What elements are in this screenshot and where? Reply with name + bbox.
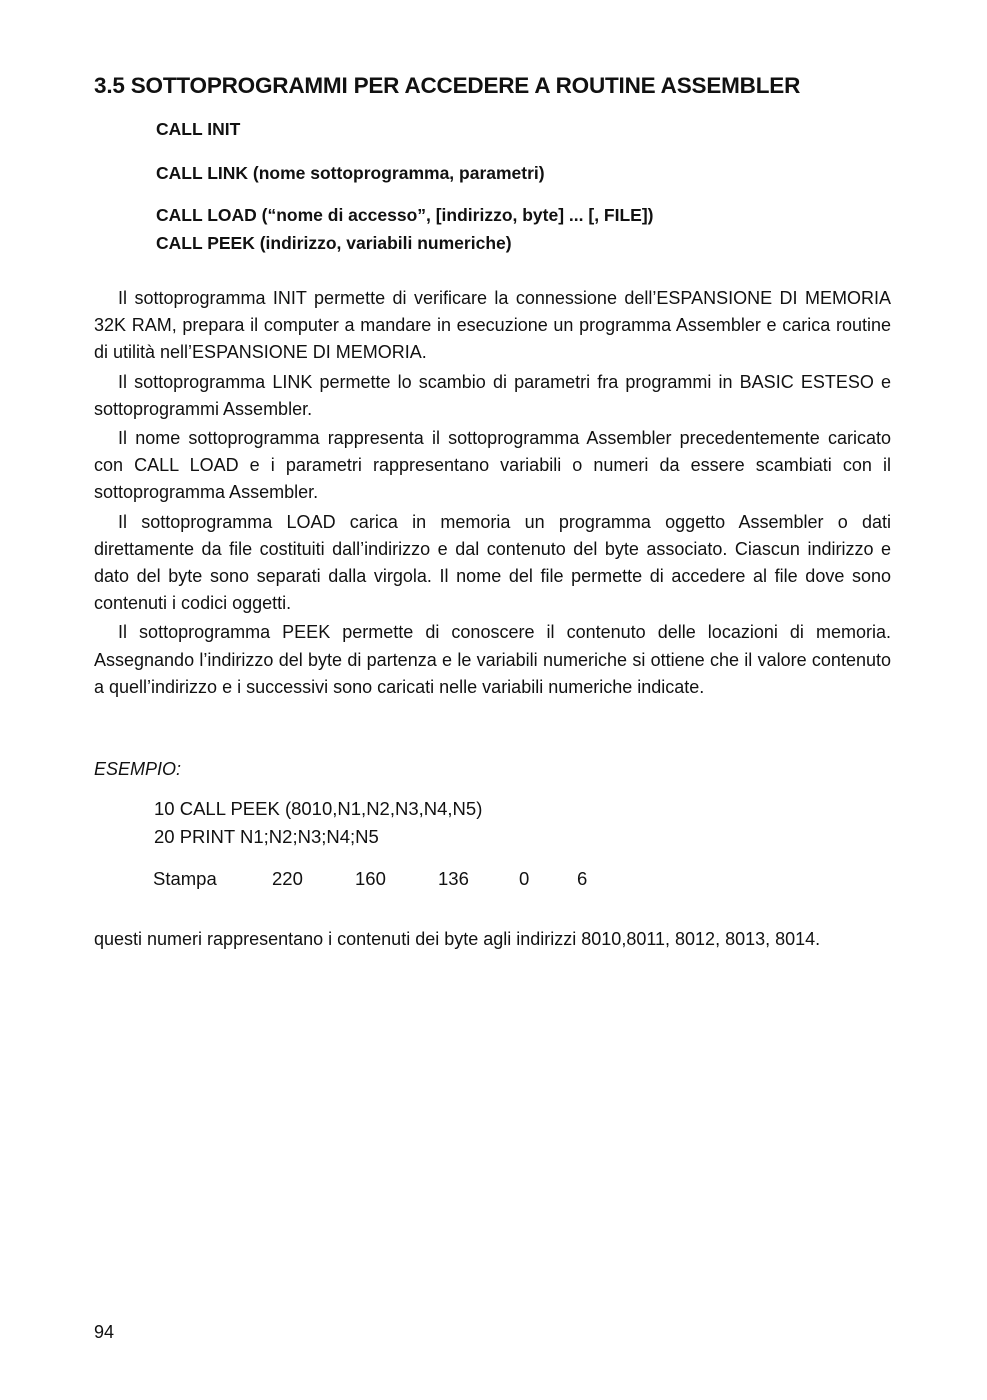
syntax-call-peek: CALL PEEK (indirizzo, variabili numeriche) (156, 233, 512, 253)
example-label: ESEMPIO: (94, 759, 182, 779)
example-output-row (0, 868, 987, 894)
code-line-20: 20 PRINT N1;N2;N3;N4;N5 (154, 826, 379, 847)
syntax-call-load: CALL LOAD (“nome di accesso”, [indirizzo, byte] ... [, FILE]) (156, 205, 654, 225)
section-title: 3.5 SOTTOPROGRAMMI PER ACCEDERE A ROUTINE ASSEMBLER (94, 73, 801, 98)
output-value: 0 (519, 868, 530, 889)
conclusion-text: questi numeri rappresentano i contenuti dei byte agli indirizzi 8010,8011, 8012, 8013, 8014. (94, 929, 821, 949)
output-value: 136 (438, 868, 469, 889)
syntax-call-init: CALL INIT (156, 119, 241, 139)
page-number: 94 (94, 1322, 115, 1342)
paragraph-link-params: Il nome sottoprogramma rappresenta il sottoprogramma Assembler precedentemente caricato con CALL LOAD e i parametri rappresentano variabili o numeri da essere scambiati con il sottoprogramma Assembler. (94, 428, 891, 503)
output-value: 220 (272, 868, 303, 889)
output-label: Stampa (153, 868, 217, 889)
paragraph-link: Il sottoprogramma LINK permette lo scambio di parametri fra programmi in BASIC ESTESO e sottoprogrammi Assembler. (94, 371, 891, 419)
paragraph-load: Il sottoprogramma LOAD carica in memoria un programma oggetto Assembler o dati direttamente da file costituiti dall’indirizzo e dal contenuto del byte associato. Ciascun indirizzo e dato del byte sono separati dalla virgola. Il nome del file permette di accedere al file dove sono contenuti i codici oggetti. (94, 511, 891, 614)
code-line-10: 10 CALL PEEK (8010,N1,N2,N3,N4,N5) (154, 798, 483, 819)
output-value: 160 (355, 868, 386, 889)
paragraph-init: Il sottoprogramma INIT permette di verificare la connessione dell’ESPANSIONE DI MEMORIA 32K RAM, prepara il computer a mandare in esecuzione un programma Assembler e carica routine di utilità nell’ESPANSIONE DI MEMORIA. (94, 288, 891, 363)
paragraph-peek: Il sottoprogramma PEEK permette di conoscere il contenuto delle locazioni di memoria. Assegnando l’indirizzo del byte di partenza e le variabili numeriche si ottiene che il valore contenuto a quell’indirizzo e i successivi sono caricati nelle variabili numeriche indicate. (94, 622, 891, 697)
output-value: 6 (577, 868, 588, 889)
description-body (94, 285, 891, 701)
syntax-call-link: CALL LINK (nome sottoprogramma, parametri) (156, 163, 545, 183)
